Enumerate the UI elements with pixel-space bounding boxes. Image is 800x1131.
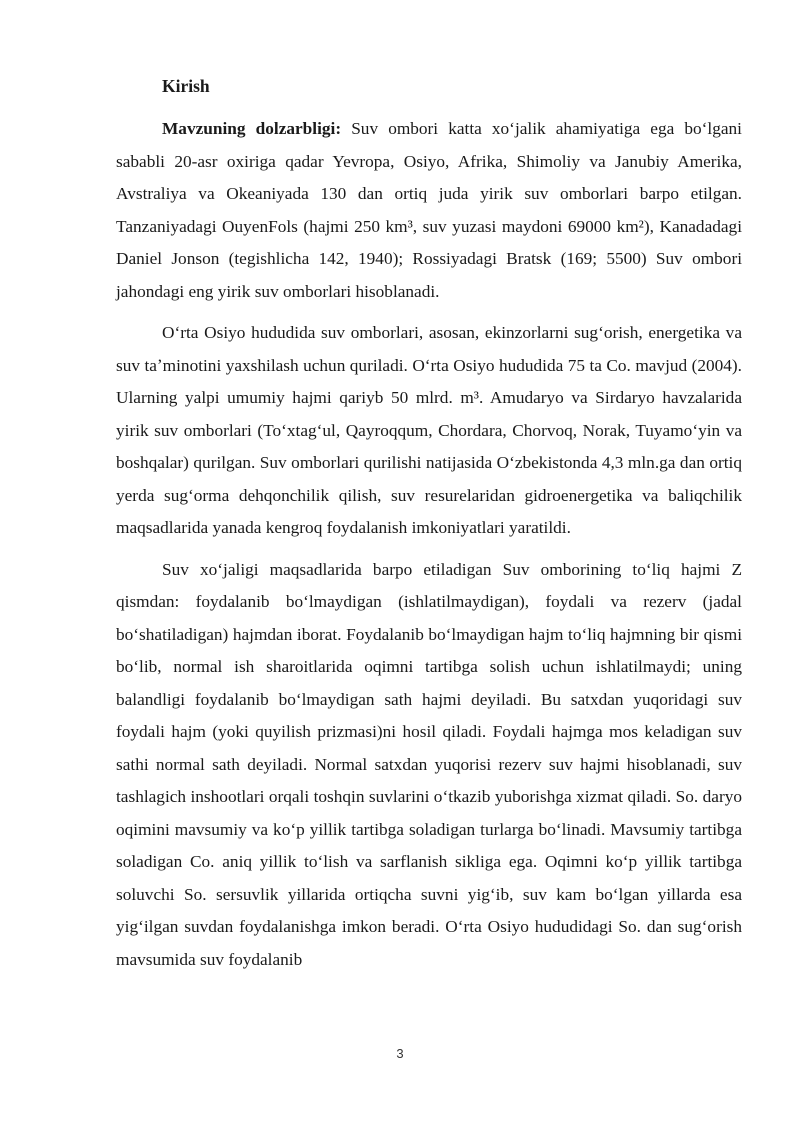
section-heading: Kirish: [162, 76, 210, 96]
document-page: [116, 70, 742, 985]
paragraph-reservoir-volume: Suv xoʻjaligi maqsadlarida barpo etiladigan Suv omborining toʻliq hajmi Z qismdan: foydalanib boʻlmaydigan (ishlatilmaydigan), foydali va rezerv (jadal boʻshatiladigan) hajmdan iborat. Foydalanib boʻlmaydigan hajm toʻliq hajmning bir qismi boʻlib, normal ish sharoitlarida oqimni tartibga solish uchun ishlatilmaydi; uning balandligi foydalanib boʻlmaydigan sath hajmi deyiladi. Bu satxdan yuqoridagi suv foydali hajm (yoki quyilish prizmasi)ni hosil qiladi. Foydali hajmga mos keladigan suv sathi normal sath deyiladi. Normal satxdan yuqorisi rezerv suv hajmi hisoblanadi, suv tashlagich inshootlari orqali toshqin suvlarini oʻtkazib yuborishga xizmat qiladi. So. daryo oqimini mavsumiy va koʻp yillik tartibga soladigan turlarga boʻlinadi. Mavsumiy tartibga soladigan Co. aniq yillik toʻlish va sarflanish sikliga ega. Oqimni koʻp yillik tartibga soluvchi So. sersuvlik yillarida ortiqcha suvni yigʻib, suv kam boʻlgan yillarda esa yigʻilgan suvdan foydalanishga imkon beradi. Oʻrta Osiyo hududidagi So. dan sugʻorish mavsumida suv foydalanib: [116, 559, 742, 969]
paragraph-central-asia: Oʻrta Osiyo hududida suv omborlari, asosan, ekinzorlarni sugʻorish, energetika va suv taʼminotini yaxshilash uchun quriladi. Oʻrta Osiyo hududida 75 ta Co. mavjud (2004). Ularning yalpi umumiy hajmi qariyb 50 mlrd. m³. Amudaryo va Sirdaryo havzalarida yirik suv omborlari (Toʻxtagʻul, Qayroqqum, Chordara, Chorvoq, Norak, Tuyamoʻyin va boshqalar) qurilgan. Suv omborlari qurilishi natijasida Oʻzbekistonda 4,3 mln.ga dan ortiq yerda sugʻorma dehqonchilik qilish, suv resurelaridan gidroenergetika va baliqchilik maqsadlarida yanada kengroq foydalanish imkoniyatlari yaratildi.: [116, 323, 742, 537]
page-number: 3: [396, 1046, 404, 1061]
paragraph-relevance: [116, 113, 742, 308]
paragraph-lead-label: Mavzuning dolzarbligi:: [162, 119, 342, 138]
paragraph-relevance-text: Suv ombori katta xoʻjalik ahamiyatiga ega boʻlgani sababli 20-asr oxiriga qadar Yevropa, Osiyo, Afrika, Shimoliy va Janubiy Amerika, Avstraliya va Okeaniyada 130 dan ortiq juda yirik suv omborlari barpo etilgan. Tanzaniyadagi OuyenFols (hajmi 250 km³, suv yuzasi maydoni 69000 km²), Kanadadagi Daniel Jonson (tegishlicha 142, 1940); Rossiyadagi Bratsk (169; 5500) Suv ombori jahondagi eng yirik suv omborlari hisoblanadi.: [116, 119, 742, 301]
